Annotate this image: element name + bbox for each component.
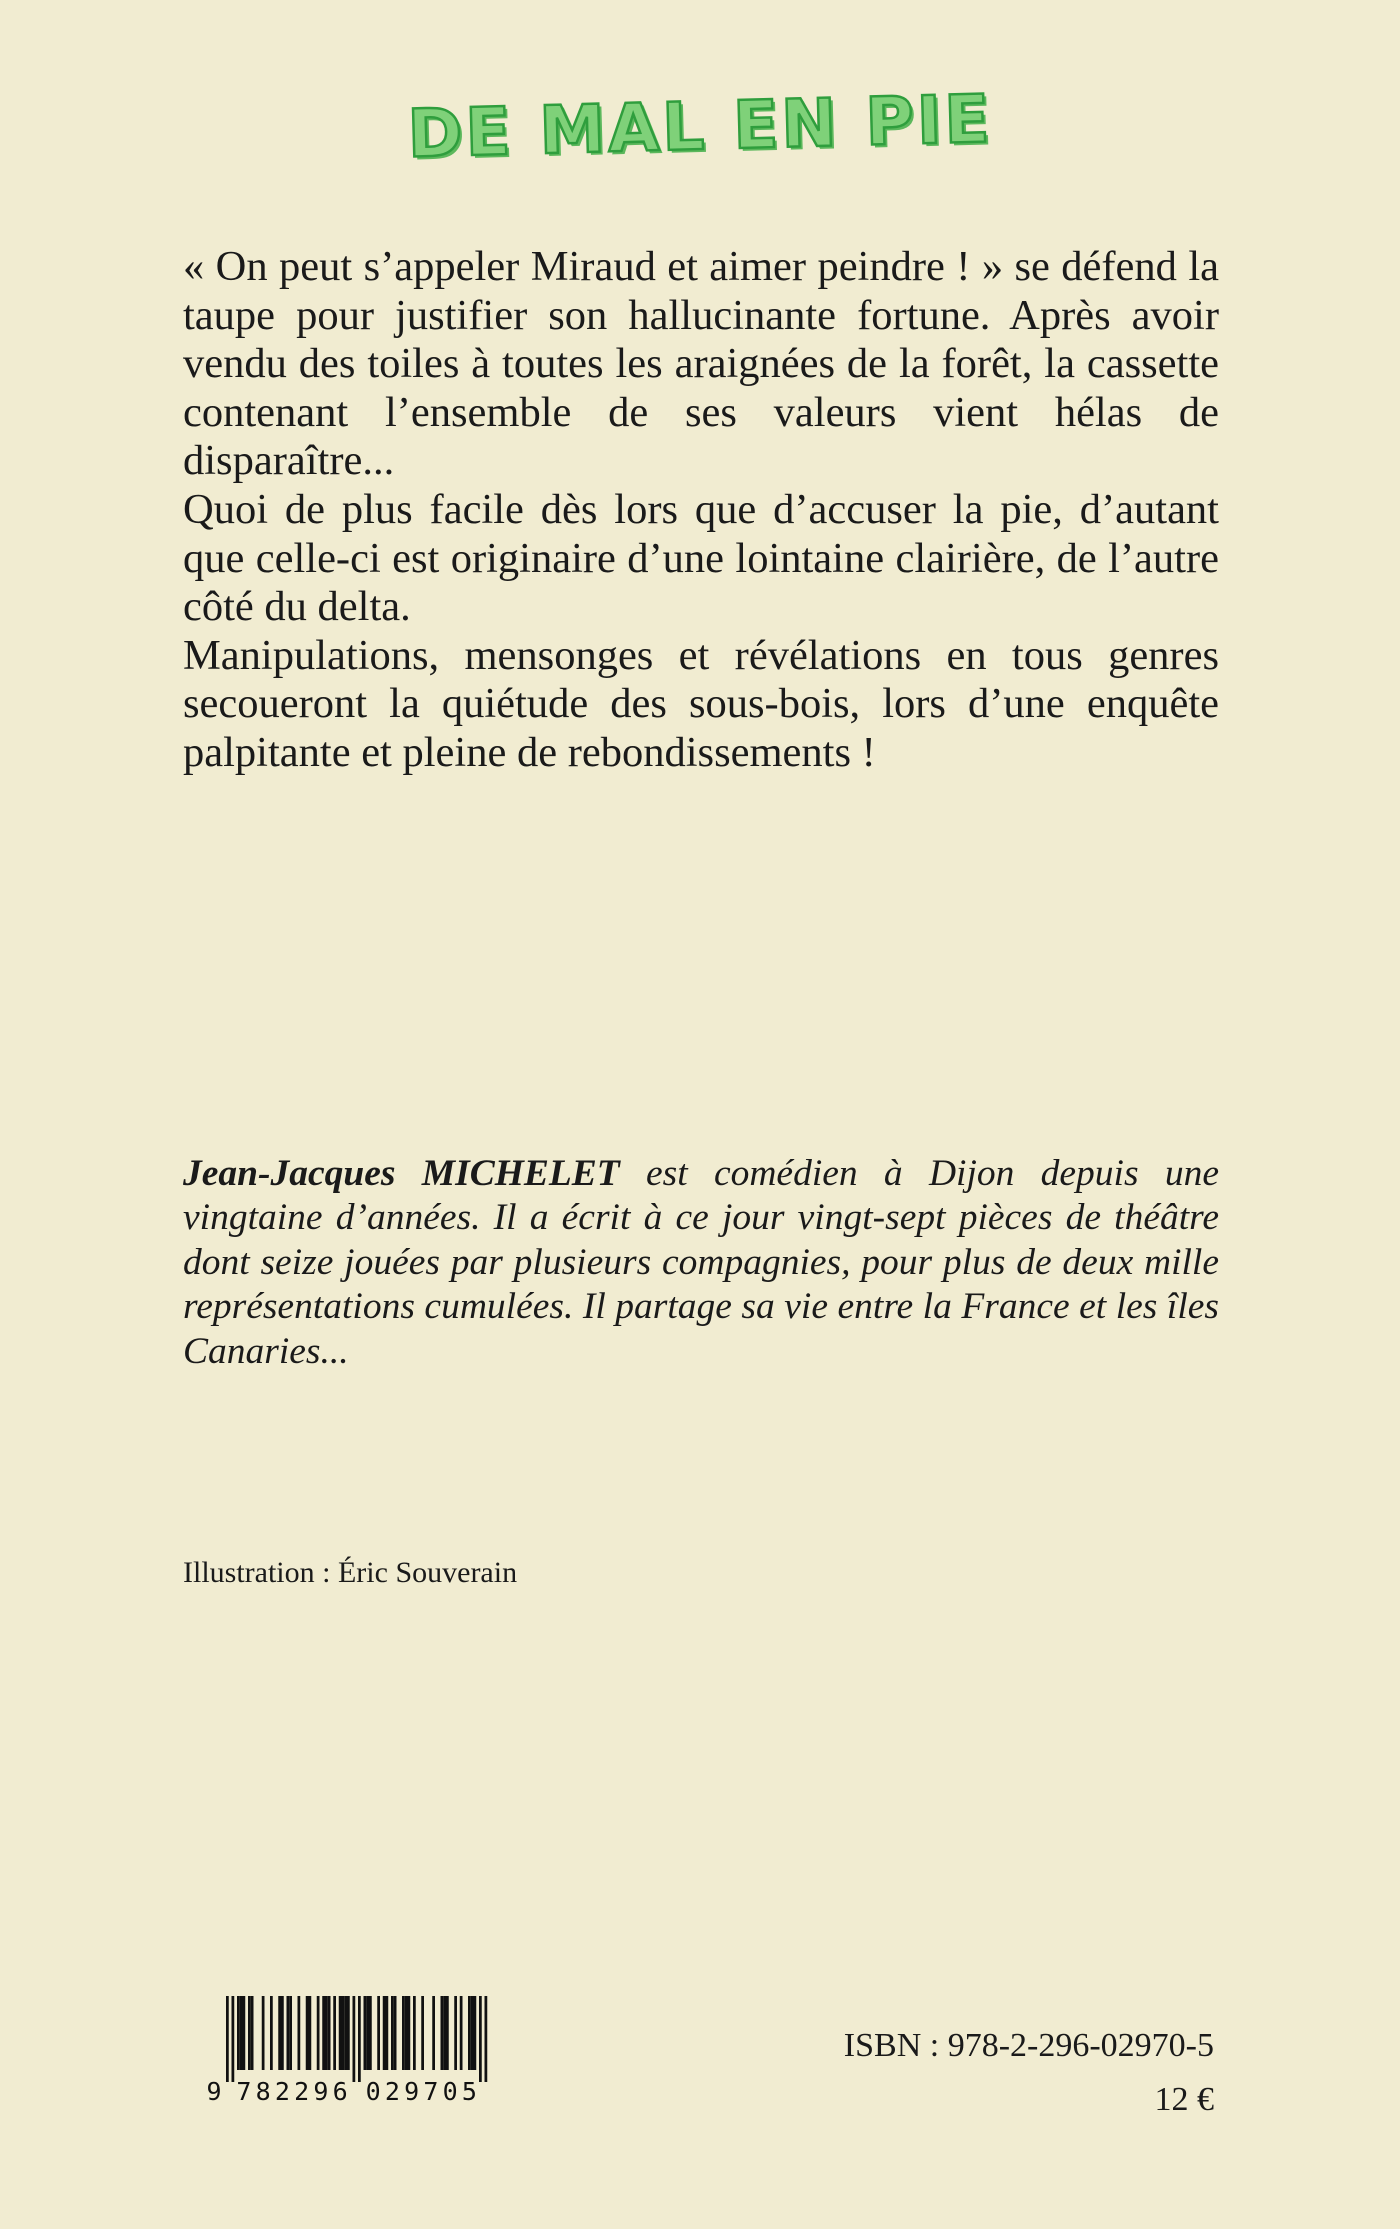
synopsis-paragraph: Manipulations, mensonges et révélations en tous genres secoueront la quiétude des sous-bois, lors d’une enquête palpitante et pleine de rebondissements ! <box>183 631 1219 776</box>
price: 12 € <box>1154 2081 1214 2118</box>
barcode-bar <box>322 1996 325 2070</box>
barcode-bar <box>281 1996 284 2070</box>
barcode-bar <box>309 1996 312 2070</box>
barcode-bar <box>391 1996 394 2070</box>
barcode-bar <box>251 1996 254 2070</box>
barcode-digit: 6 <box>332 2077 348 2106</box>
barcode-bar <box>232 1996 235 2082</box>
barcode-bar <box>226 1996 229 2082</box>
barcode-bar <box>402 1996 405 2070</box>
barcode-bar <box>339 1996 342 2070</box>
barcode-bar <box>358 1996 361 2082</box>
isbn-number: ISBN : 978-2-296-02970-5 <box>843 2027 1214 2064</box>
barcode-digit: 8 <box>255 2077 271 2106</box>
barcode-bar <box>471 1996 474 2070</box>
barcode-bar <box>317 1996 320 2070</box>
barcode-bar <box>248 1996 251 2070</box>
barcode-digit: 2 <box>294 2077 310 2106</box>
barcode-bar <box>347 1996 350 2070</box>
barcode-bar <box>325 1996 328 2070</box>
barcode-digit: 9 <box>404 2077 420 2106</box>
barcode-bar <box>408 1996 411 2070</box>
barcode-bar <box>468 1996 471 2070</box>
barcode-bar <box>446 1996 449 2070</box>
barcode-bar <box>353 1996 356 2082</box>
barcode-bar <box>479 1996 482 2082</box>
barcode-bar <box>485 1996 488 2082</box>
barcode <box>204 1994 494 2106</box>
barcode-bar <box>386 1996 389 2070</box>
book-title: DE MAL EN PIE <box>406 80 994 173</box>
barcode-bar <box>394 1996 397 2070</box>
author-bio <box>183 1152 1219 1374</box>
barcode-bar <box>460 1996 463 2070</box>
barcode-digit: 5 <box>461 2077 477 2106</box>
barcode-bar <box>298 1996 301 2070</box>
barcode-bar <box>377 1996 380 2070</box>
barcode-digit: 2 <box>274 2077 290 2106</box>
synopsis <box>183 243 1219 778</box>
barcode-bar <box>328 1996 331 2070</box>
barcode-digit: 0 <box>365 2077 381 2106</box>
barcode-bar <box>405 1996 408 2070</box>
barcode-digit-first: 9 <box>206 2077 222 2106</box>
barcode-bar <box>383 1996 386 2070</box>
barcode-digit: 7 <box>423 2077 439 2106</box>
barcode-digit: 9 <box>313 2077 329 2106</box>
barcode-bar <box>243 1996 246 2070</box>
synopsis-paragraph: « On peut s’appeler Miraud et aimer peindre ! » se défend la taupe pour justifier son hallucinante fortune. Après avoir vendu des toiles à toutes les araignées de la forêt, la cassette contenant l’ensemble de ses valeurs vient hélas de disparaître... <box>183 243 1219 485</box>
barcode-bar <box>474 1996 477 2070</box>
barcode-bar <box>454 1996 457 2070</box>
barcode-bar <box>364 1996 367 2070</box>
author-name: Jean-Jacques MICHELET <box>183 1153 620 1194</box>
barcode-bar <box>240 1996 243 2070</box>
author-bio-text: est comédien à Dijon depuis une vingtaine d’années. Il a écrit à ce jour vingt-sept pièces de théâtre dont seize jouées par plusieurs compagnies, pour plus de deux mille représentations cumulées. Il partage sa vie entre la France et les îles Canaries... <box>183 1153 1219 1372</box>
barcode-bar <box>287 1996 290 2070</box>
barcode-bar <box>333 1996 336 2070</box>
barcode-bar <box>278 1996 281 2070</box>
barcode-bar <box>369 1996 372 2070</box>
barcode-bar <box>441 1996 444 2070</box>
barcode-bar <box>289 1996 292 2070</box>
barcode-bar <box>270 1996 273 2070</box>
barcode-graphic <box>204 1994 494 2106</box>
barcode-bar <box>421 1996 424 2070</box>
barcode-digit: 2 <box>384 2077 400 2106</box>
synopsis-paragraph: Quoi de plus facile dès lors que d’accuser la pie, d’autant que celle-ci est originaire d’une lointaine clairière, de l’autre côté du delta. <box>183 485 1219 631</box>
barcode-bar <box>344 1996 347 2070</box>
barcode-bar <box>237 1996 240 2070</box>
barcode-bar <box>306 1996 309 2070</box>
illustration-credit: Illustration : Éric Souverain <box>183 1556 518 1589</box>
barcode-digit: 0 <box>442 2077 458 2106</box>
barcode-bar <box>262 1996 265 2070</box>
barcode-bar <box>443 1996 446 2070</box>
barcode-bar <box>342 1996 345 2070</box>
barcode-digit: 7 <box>236 2077 252 2106</box>
barcode-bar <box>413 1996 416 2070</box>
barcode-bar <box>366 1996 369 2070</box>
barcode-bar <box>432 1996 435 2070</box>
